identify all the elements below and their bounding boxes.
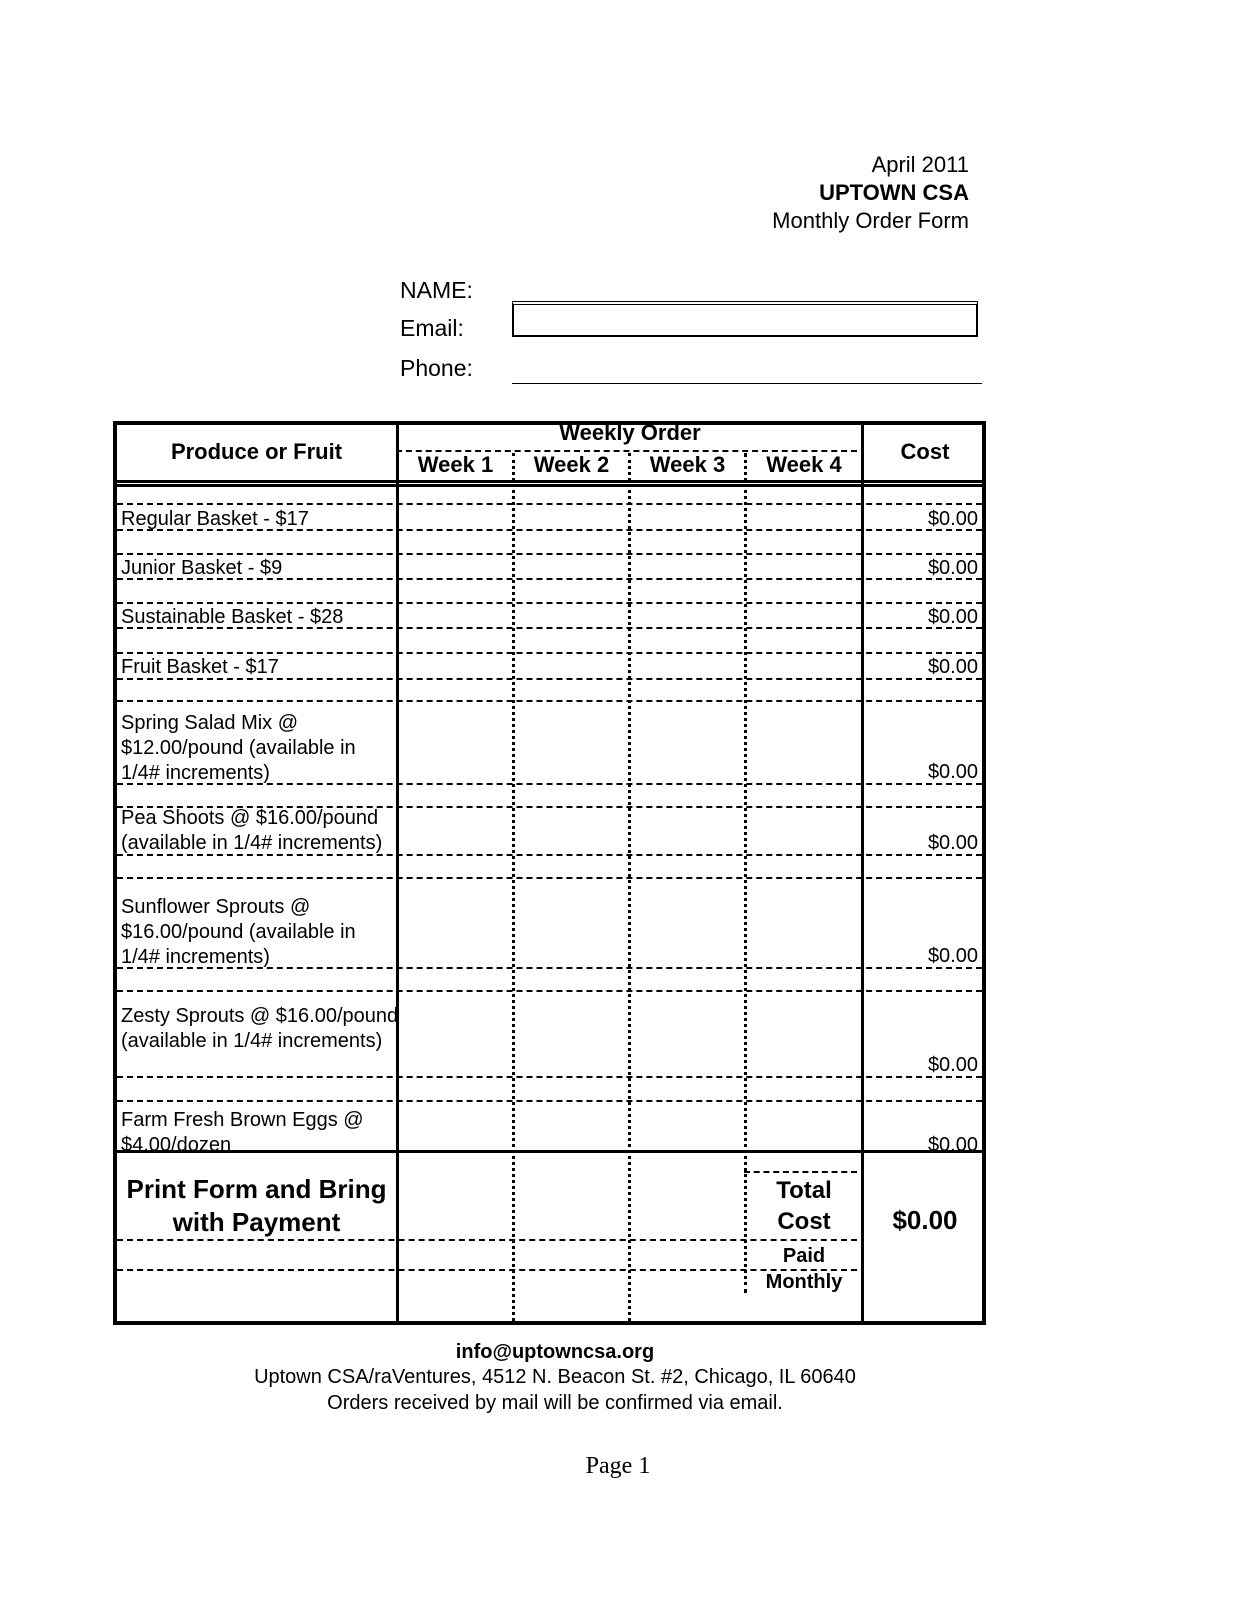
column-header-week-4: Week 4 [766,452,842,477]
item-brown-eggs: Farm Fresh Brown Eggs @ $4.00/dozen [121,1109,364,1156]
total-cost-label: Total Cost [776,1177,832,1235]
column-header-cost: Cost [900,439,950,464]
cost-sustainable-basket: $0.00 [927,606,978,628]
item-sustainable-basket: Sustainable Basket - $28 [121,606,344,628]
column-header-item: Produce or Fruit [170,439,343,464]
column-header-week-1: Week 1 [417,452,494,477]
phone-field[interactable] [512,355,982,384]
header-form-title: Monthly Order Form [772,208,969,233]
item-fruit-basket: Fruit Basket - $17 [121,656,279,678]
item-zesty-sprouts: Zesty Sprouts @ $16.00/pound (available in 1/4# increments) [121,1005,399,1052]
phone-label: Phone: [400,355,473,381]
email-label: Email: [400,315,464,341]
item-spring-salad-mix: Spring Salad Mix @ $12.00/pound (available in 1/4# increments) [121,712,356,784]
row-divider [117,503,982,505]
row-divider [117,602,982,604]
item-pea-shoots: Pea Shoots @ $16.00/pound (available in 1/4# increments) [121,807,383,854]
footer-note: Orders received by mail will be confirmed via email. [327,1392,783,1414]
column-header-week-3: Week 3 [649,452,726,477]
cost-regular-basket: $0.00 [927,508,978,530]
item-sunflower-sprouts: Sunflower Sprouts @ $16.00/pound (available in 1/4# increments) [121,896,356,968]
row-divider [744,1171,857,1173]
paid-monthly-label: Paid Monthly [765,1245,843,1293]
row-divider [117,877,982,879]
item-junior-basket: Junior Basket - $9 [121,557,283,579]
header-divider [117,480,982,483]
footer-email: info@uptowncsa.org [455,1341,655,1363]
page-number: Page 1 [585,1453,651,1479]
cost-zesty-sprouts: $0.00 [927,1054,978,1076]
item-regular-basket: Regular Basket - $17 [121,508,309,530]
cost-brown-eggs: $0.00 [927,1134,978,1156]
column-header-week-2: Week 2 [533,452,610,477]
header-date: April 2011 [871,152,969,177]
row-divider [117,990,982,992]
column-header-weekly: Weekly Order [559,420,701,445]
footer-address: Uptown CSA/raVentures, 4512 N. Beacon St. #2, Chicago, IL 60640 [254,1366,856,1388]
row-divider [117,1239,857,1241]
total-cost-value: $0.00 [892,1205,958,1235]
cost-pea-shoots: $0.00 [927,832,978,854]
cost-fruit-basket: $0.00 [927,656,978,678]
row-divider [117,700,982,702]
name-email-field[interactable] [512,301,978,337]
row-divider [117,553,982,555]
header-divider [117,484,982,487]
cost-spring-salad-mix: $0.00 [927,761,978,783]
row-divider [117,1076,982,1078]
header-organization: UPTOWN CSA [819,180,969,205]
row-divider [117,652,982,654]
cost-junior-basket: $0.00 [927,557,978,579]
row-divider [117,1100,982,1102]
bottom-section-divider [117,1150,982,1153]
cost-sunflower-sprouts: $0.00 [927,945,978,967]
name-label: NAME: [400,277,473,303]
column-divider [512,453,515,1321]
print-form-note: Print Form and Bring with Payment [126,1174,387,1237]
column-divider [628,453,631,1321]
row-divider [117,1269,857,1271]
order-table [113,421,986,1325]
